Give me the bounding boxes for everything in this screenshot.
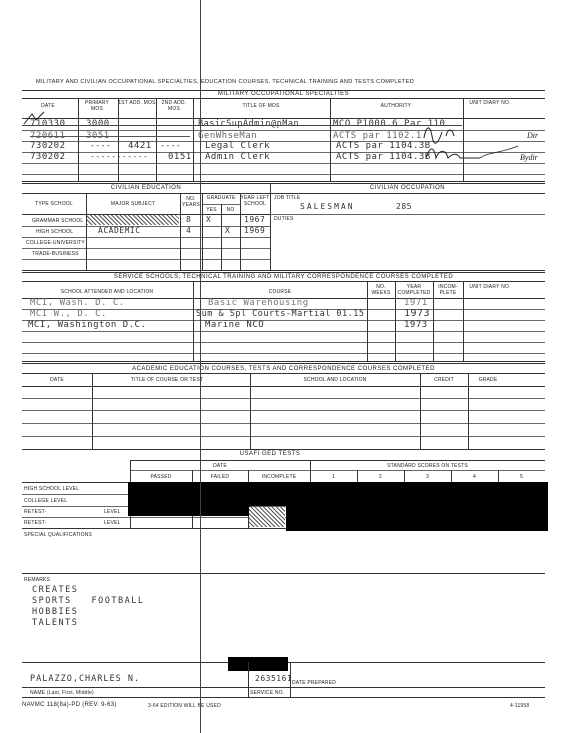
scan-fold-line bbox=[200, 0, 201, 733]
civ-edu-left: 1969 bbox=[244, 226, 266, 235]
grammar-hatch bbox=[87, 215, 179, 225]
mos-row-title: BasicSupAdmin@pMan bbox=[198, 119, 300, 129]
civ-edu-type: GRAMMAR SCHOOL bbox=[32, 218, 84, 224]
service-header-year: YEAR COMPLETED bbox=[397, 284, 431, 296]
mos-section-heading: MILITARY OCCUPATIONAL SPECIALTIES bbox=[217, 91, 350, 97]
mos-row-authority: ACTS par 1102.1 bbox=[333, 131, 422, 141]
remarks-line: SPORTS FOOTBALL bbox=[32, 596, 145, 606]
service-number: 2635161 bbox=[255, 674, 293, 683]
mos-row-add1: 4421 bbox=[128, 141, 152, 151]
ged-redaction bbox=[128, 482, 548, 506]
ged-row-label: RETEST- bbox=[24, 509, 47, 515]
ged-redaction bbox=[286, 505, 548, 531]
civ-edu-years: 4 bbox=[186, 226, 192, 235]
job-title: SALESMAN bbox=[300, 202, 355, 211]
service-course: Basic Warehousing bbox=[208, 298, 309, 308]
mos-header-add2: 2ND ADD. MOS bbox=[161, 100, 187, 112]
handwritten-initials bbox=[418, 116, 538, 166]
service-header-diary: UNIT DIARY NO. bbox=[469, 284, 511, 290]
service-header-weeks: NO. WEEKS bbox=[371, 284, 391, 296]
mos-row-diary: Dir bbox=[527, 131, 539, 140]
mos-row-authority: MCO P1000.6 Par 110 bbox=[333, 119, 446, 129]
mos-row-title: GenWhseMan bbox=[198, 131, 258, 141]
mos-row-date: 730202 bbox=[30, 141, 66, 151]
edition-note: 3-64 EDITION WILL BE USED bbox=[148, 703, 221, 709]
ged-col-4: 4 bbox=[473, 474, 476, 480]
service-school: MCI, Washington D.C. bbox=[28, 320, 147, 330]
academic-header-credit: CREDIT bbox=[434, 377, 454, 383]
ged-row-label: COLLEGE LEVEL bbox=[24, 498, 68, 504]
mos-header-authority: AUTHORITY bbox=[380, 103, 412, 109]
ged-row-label: RETEST- bbox=[24, 520, 47, 526]
civ-edu-heading: CIVILIAN EDUCATION bbox=[110, 185, 182, 191]
ged-row-label: HIGH SCHOOL LEVEL bbox=[24, 486, 80, 492]
service-header-school: SCHOOL ATTENDED AND LOCATION bbox=[60, 289, 154, 295]
ged-col-2: 2 bbox=[379, 474, 382, 480]
service-school: MCI W., D. C. bbox=[30, 309, 107, 319]
mos-row-add2: 0151 bbox=[168, 152, 192, 162]
civ-edu-header-no: NO bbox=[226, 207, 235, 213]
academic-header-title: TITLE OF COURSE OR TEST bbox=[130, 377, 204, 383]
ged-level-label: LEVEL bbox=[104, 509, 121, 515]
date-prepared-label: DATE PREPARED bbox=[292, 680, 337, 686]
mos-header-add1: 1ST ADD. MOS bbox=[118, 100, 156, 106]
service-year: 1973 bbox=[404, 308, 431, 319]
mos-row-date: 710330 bbox=[30, 119, 66, 129]
ged-col-5: 5 bbox=[520, 474, 523, 480]
mos-row-date: 730202 bbox=[30, 152, 66, 162]
civ-edu-years: 8 bbox=[186, 215, 192, 224]
civ-edu-header-years: NO. YEARS bbox=[182, 196, 200, 208]
mos-row-title: Legal Clerk bbox=[205, 141, 271, 151]
form-title: MILITARY AND CIVILIAN OCCUPATIONAL SPECIALTIES, EDUCATION COURSES, TECHNICAL TRAINING AND TESTS COMPLETED bbox=[36, 79, 415, 85]
ged-col-failed: FAILED bbox=[210, 474, 230, 480]
service-year: 1971 bbox=[404, 298, 428, 308]
civ-occ-heading: CIVILIAN OCCUPATION bbox=[369, 185, 446, 191]
service-school: MCI, Wash. D. C. bbox=[30, 298, 125, 308]
ged-col-incomplete: INCOMPLETE bbox=[261, 474, 297, 480]
mos-row-date: 720611 bbox=[30, 131, 66, 141]
service-heading: SERVICE SCHOOLS, TECHNICAL TRAINING AND MILITARY CORRESPONDENCE COURSES COMPLETED bbox=[113, 274, 454, 280]
civ-edu-header-left: YEAR LEFT SCHOOL bbox=[240, 195, 270, 207]
civ-edu-type: COLLEGE-UNIVERSITY bbox=[26, 240, 85, 246]
mos-row-authority: ACTS par 1104.3B bbox=[336, 141, 431, 151]
remarks-line: HOBBIES bbox=[32, 607, 79, 617]
civ-edu-no: X bbox=[225, 226, 231, 235]
ged-heading: USAFI GED TESTS bbox=[239, 451, 301, 457]
civ-edu-header-type: TYPE SCHOOL bbox=[35, 201, 73, 207]
service-year: 1973 bbox=[404, 320, 428, 330]
academic-header-grade: GRADE bbox=[478, 377, 498, 383]
handwritten-check bbox=[22, 110, 62, 126]
mos-header-date: DATE bbox=[41, 103, 55, 109]
academic-heading: ACADEMIC EDUCATION COURSES, TESTS AND CORRESPONDENCE COURSES COMPLETED bbox=[132, 366, 435, 372]
mos-header-diary: UNIT DIARY NO. bbox=[469, 100, 511, 106]
civ-edu-header-graduate: GRADUATE bbox=[206, 195, 236, 201]
ged-col-3: 3 bbox=[426, 474, 429, 480]
remarks-line: TALENTS bbox=[32, 618, 79, 628]
service-course: Sum & Spl Courts-Martial 01.15 bbox=[196, 309, 365, 319]
mos-row-diary: Bydir bbox=[520, 153, 538, 162]
remarks-label: REMARKS bbox=[24, 577, 51, 583]
name-redaction bbox=[228, 657, 288, 671]
ged-hatch bbox=[249, 507, 285, 527]
academic-header-school: SCHOOL AND LOCATION bbox=[303, 377, 367, 383]
mos-header-primary: PRIMARY MOS bbox=[84, 100, 110, 112]
ged-date-label: DATE bbox=[213, 463, 227, 469]
mos-row-primary: 3051 bbox=[86, 131, 110, 141]
mos-row-title: Admin Clerk bbox=[205, 152, 271, 162]
special-qualifications-label: SPECIAL QUALIFICATIONS bbox=[24, 532, 93, 538]
civ-edu-header-yes: YES bbox=[206, 207, 217, 213]
job-title-label: JOB TITLE bbox=[274, 195, 301, 201]
mos-header-title: TITLE OF MOS bbox=[242, 103, 280, 109]
ged-level-label: LEVEL bbox=[104, 520, 121, 526]
service-no-label: SERVICE NO. bbox=[250, 690, 285, 696]
ged-col-1: 1 bbox=[332, 474, 335, 480]
civ-edu-yes: X bbox=[206, 215, 212, 224]
academic-header-date: DATE bbox=[50, 377, 64, 383]
service-header-course: COURSE bbox=[268, 289, 292, 295]
mos-row-authority: ACTS par 1104.3B bbox=[336, 152, 431, 162]
civ-edu-subject: ACADEMIC bbox=[98, 226, 141, 235]
ged-redaction bbox=[128, 505, 250, 516]
job-code: 285 bbox=[396, 202, 412, 211]
form-id: NAVMC 118(8a)-PD (REV. 9-63) bbox=[22, 702, 117, 708]
service-header-incomplete: INCOM-PLETE bbox=[438, 284, 458, 296]
member-name: PALAZZO,CHARLES N. bbox=[30, 674, 141, 684]
civ-edu-left: 1967 bbox=[244, 215, 266, 224]
form-code: 4-11958 bbox=[510, 703, 530, 709]
mos-row-primary: 3000 bbox=[86, 119, 110, 129]
civ-edu-header-subject: MAJOR SUBJECT bbox=[110, 201, 156, 207]
ged-col-passed: PASSED bbox=[150, 474, 172, 480]
civ-edu-type: HIGH SCHOOL bbox=[36, 229, 74, 235]
ged-scores-label: STANDARD SCORES ON TESTS bbox=[387, 463, 468, 469]
civ-edu-type: TRADE-BUSINESS bbox=[32, 251, 79, 257]
service-course: Marine NCO bbox=[205, 320, 265, 330]
name-label: NAME (Last, First, Middle) bbox=[30, 690, 94, 696]
duties-label: DUTIES bbox=[274, 216, 294, 222]
remarks-line: CREATES bbox=[32, 585, 79, 595]
